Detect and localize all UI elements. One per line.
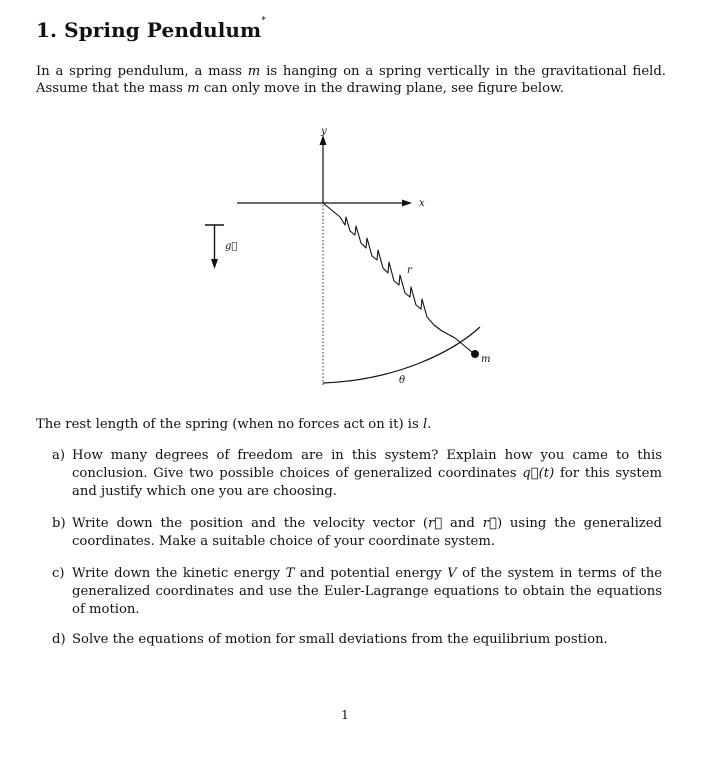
question-text: Write down the position and the velocity vector (r⃗ and r⃗̇) using the generalized coordinates. Make a suitable choice of your coordinate system. (72, 516, 662, 549)
x-axis-label: x (419, 198, 425, 209)
angle-label: θ (399, 375, 406, 386)
intro-text-3: can only move in the drawing plane, see figure below. (203, 81, 564, 96)
position-vector-symbol: r⃗ (427, 516, 443, 531)
mass-bob (471, 350, 479, 358)
spring-pendulum-figure (190, 125, 510, 400)
intro-text-2: is hanging on a spring vertically in the gravitational field. Assume that the mass (36, 64, 666, 96)
question-text: Write down the kinetic energy T and potential energy V of the system in terms of the generalized coordinates and use the Euler-Lagrange equations to obtain the equations of motion. (72, 566, 662, 617)
mass-symbol: m (187, 81, 200, 96)
question-label: b) (52, 516, 66, 531)
rest-length-sentence (36, 417, 676, 432)
question-text: Solve the equations of motion for small deviations from the equilibrium postion. (72, 632, 608, 647)
problem-title (36, 18, 266, 42)
rest-length-period: . (427, 417, 432, 432)
gravity-label: g⃗ (225, 241, 238, 252)
spring-length-label: r (407, 265, 412, 276)
question-c (52, 565, 662, 619)
question-a (52, 447, 662, 501)
page-number: 1 (341, 708, 349, 722)
x-axis-arrowhead (402, 200, 412, 207)
spring (323, 203, 473, 353)
question-b (52, 515, 662, 551)
gravity-arrowhead (211, 259, 218, 269)
problem-title-text: Spring Pendulum (64, 18, 262, 42)
kinetic-energy-symbol: T (285, 566, 295, 581)
rest-length-text: The rest length of the spring (when no forces act on it) is (36, 417, 419, 432)
question-label: a) (52, 448, 66, 463)
question-text: How many degrees of freedom are in this system? Explain how you came to this conclusion. Give two possible choices of generalized coordinates q⃗(t) for this system and justify which one you are choosing. (72, 448, 662, 499)
mass-symbol: m (247, 64, 261, 79)
question-d (52, 631, 662, 649)
velocity-vector-symbol: r⃗̇ (482, 516, 497, 531)
potential-energy-symbol: V (447, 566, 457, 581)
intro-text-1: In a spring pendulum, a mass (36, 64, 242, 79)
generalized-coordinates-symbol: q⃗(t) (522, 466, 555, 481)
y-axis-label: y (321, 126, 327, 137)
footnote-mark: * (261, 16, 266, 26)
intro-paragraph (36, 63, 666, 97)
rest-length-symbol: l (422, 417, 428, 432)
question-label: d) (52, 632, 66, 647)
mass-label: m (481, 354, 491, 365)
question-label: c) (52, 566, 65, 581)
problem-number: 1. (36, 18, 58, 42)
